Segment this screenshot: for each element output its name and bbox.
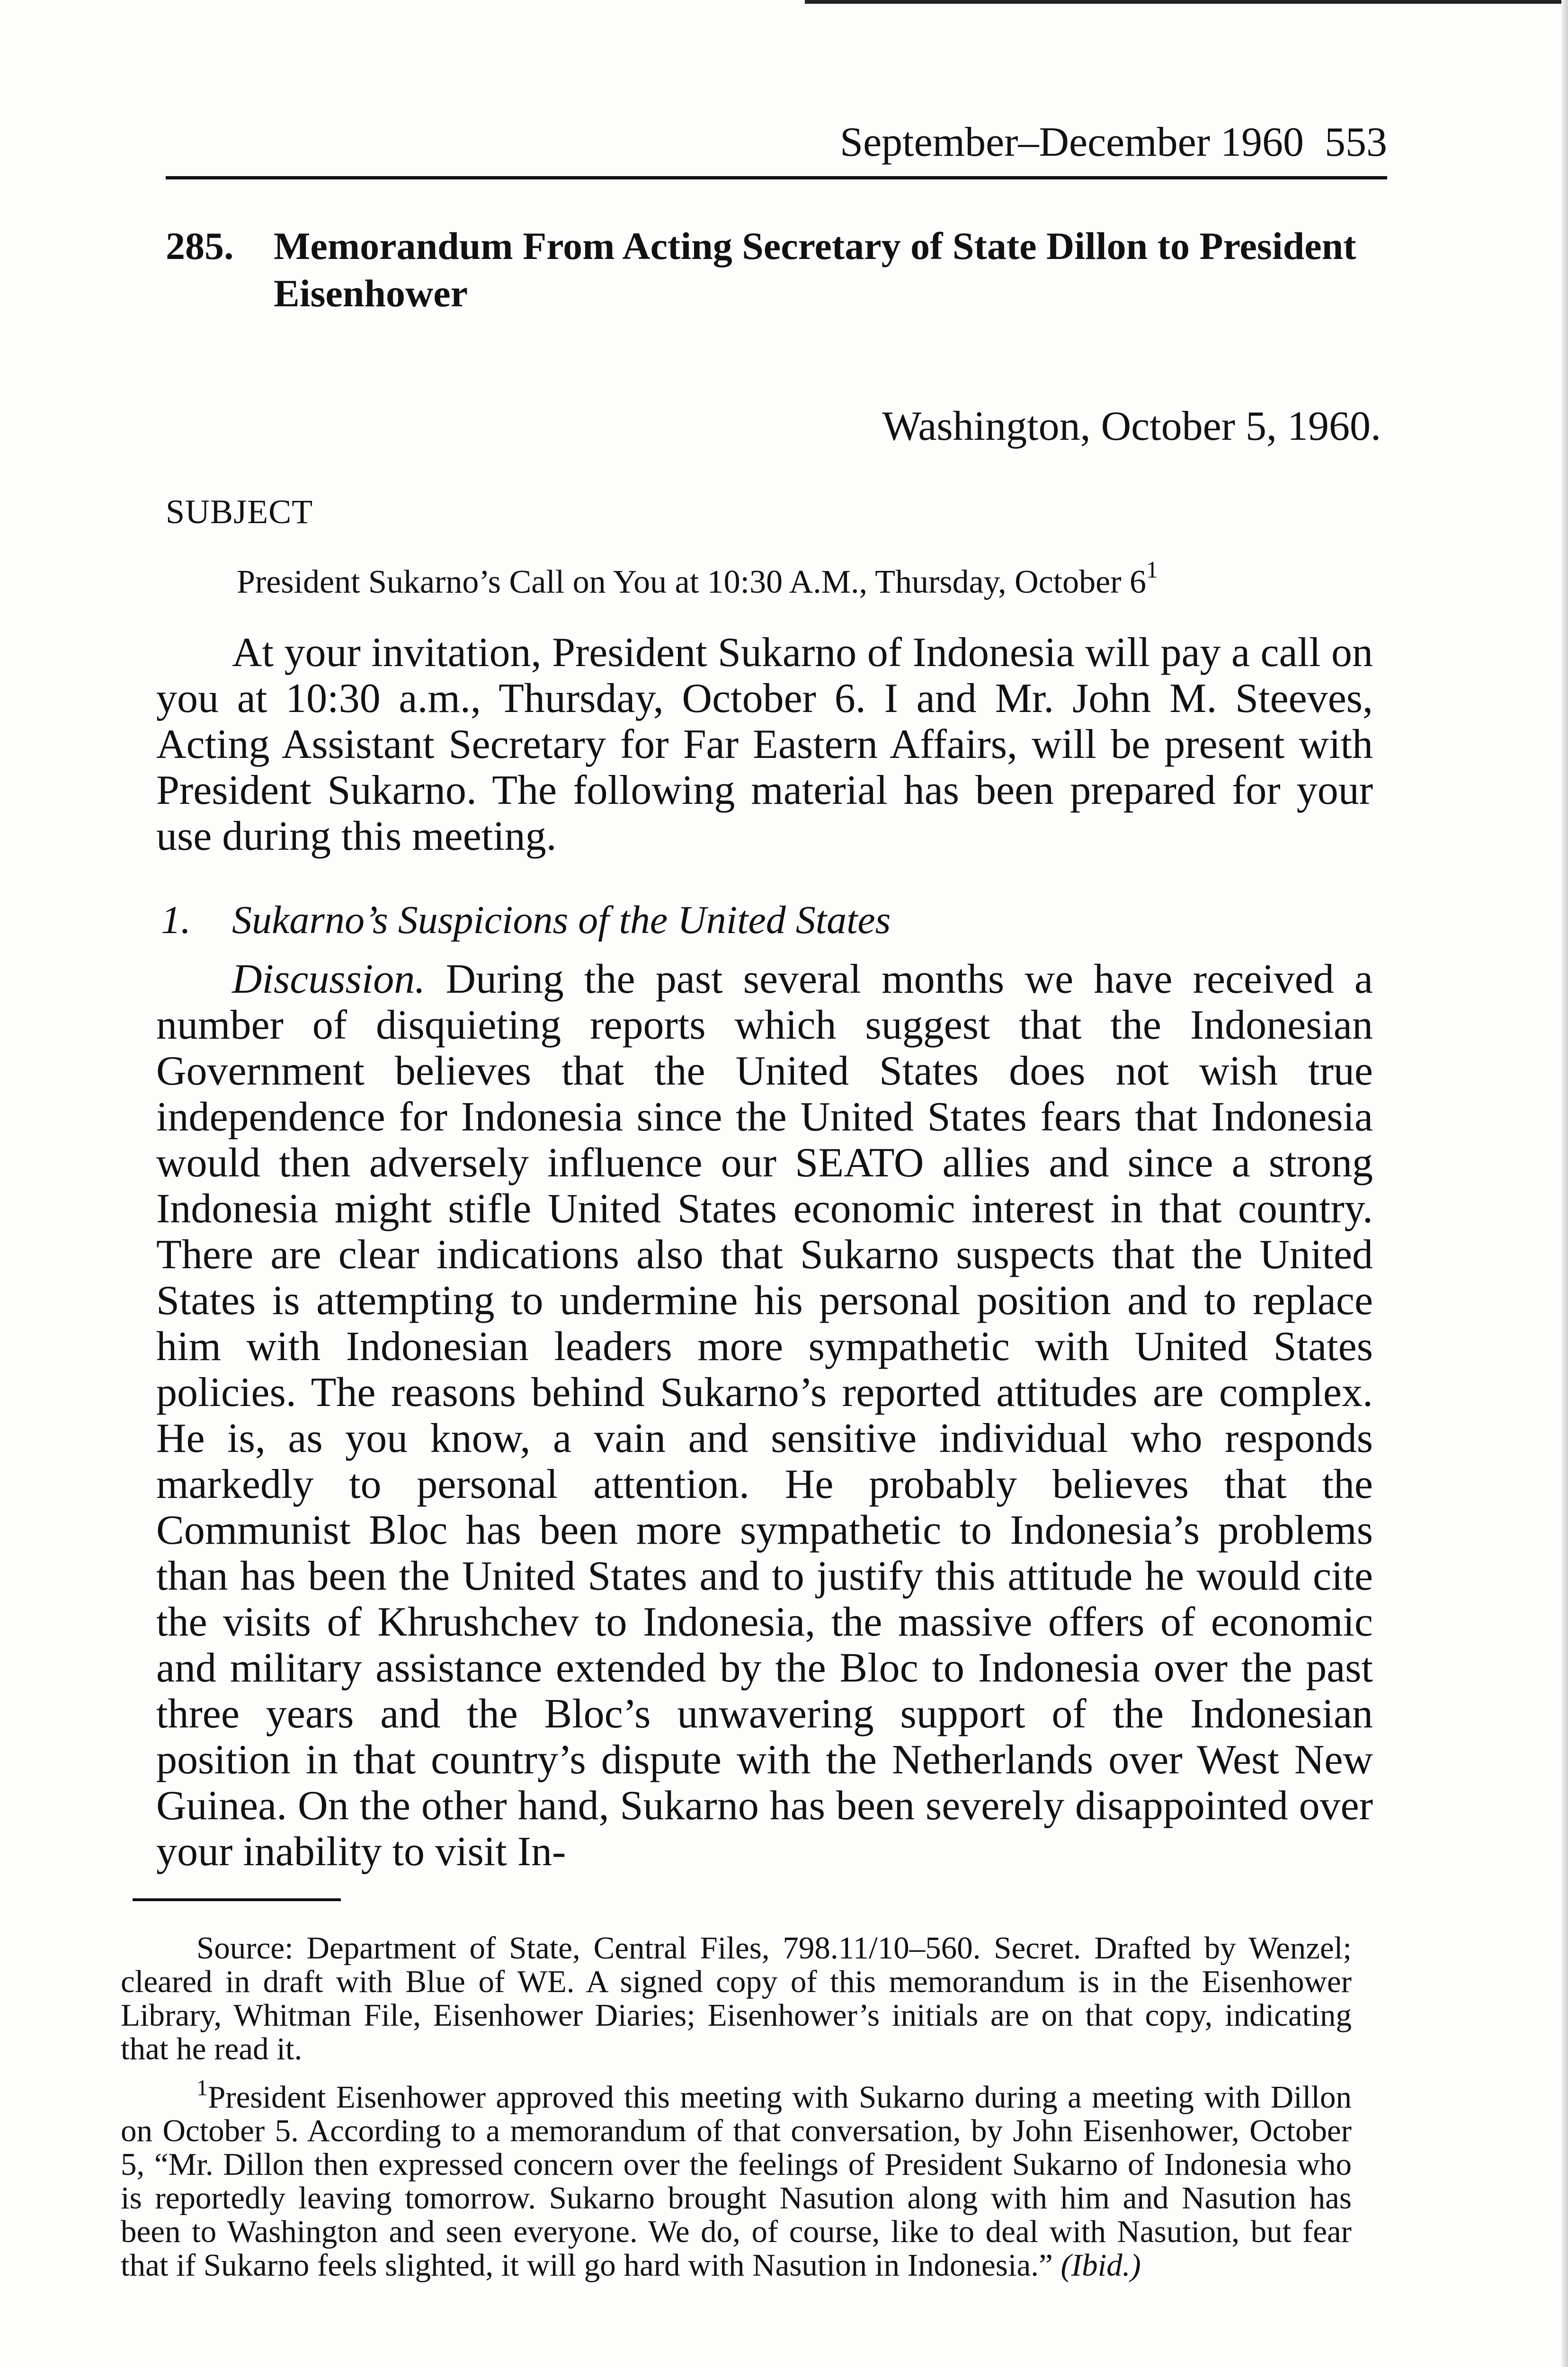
- running-head-date-range: September–December 1960: [840, 119, 1304, 165]
- running-head: [166, 118, 1387, 170]
- source-note: Source: Department of State, Central Files, 798.11/10–560. Secret. Drafted by Wenzel; cleared in draft with Blue of WE. A signed copy of this memorandum is in the Eisenhower Library, Whitman File, Eisenhower Diaries; Eisenhower’s initials are on that copy, indicating that he read it.: [121, 1931, 1352, 2066]
- footnote-1-text: President Eisenhower approved this meeting with Sukarno during a meeting with Dillon on October 5. According to a memorandum of that conversation, by John Eisenhower, October 5, “Mr. Dillon then expressed concern over the feelings of President Sukarno of Indonesia who is reportedly leaving tomorrow. Sukarno brought Nasution along with him and Nasution has been to Washington and seen everyone. We do, of course, like to deal with Nasution, but fear that if Sukarno feels slighted, it will go hard with Nasution in Indonesia.”: [121, 2080, 1352, 2283]
- body-paragraph-2: [156, 956, 1373, 1875]
- section-number: 1.: [161, 898, 191, 942]
- discussion-text: During the past several months we have received a number of disquieting reports which suggest that the Indonesian Government believes that the United States does not wish true independence for Indonesia since the United States fears that Indonesia would then adversely influence our SEATO allies and since a strong Indonesia might stifle United States economic interest in that country. There are clear indications also that Sukarno suspects that the United States is attempting to undermine his personal position and to replace him with Indonesian leaders more sympathetic with United States policies. The reasons behind Sukarno’s reported attitudes are complex. He is, as you know, a vain and sensitive individual who responds markedly to personal attention. He probably believes that the Communist Bloc has been more sympathetic to Indonesia’s problems than has been the United States and to justify this attitude he would cite the visits of Khrushchev to Indonesia, the massive offers of economic and military assistance extended by the Bloc to Indonesia over the past three years and the Bloc’s unwavering support of the Indonesian position in that country’s dispute with the Netherlands over West New Guinea. On the other hand, Sukarno has been severely disappointed over your inability to visit In-: [156, 956, 1373, 1875]
- section-heading: [161, 897, 891, 943]
- document-number: 285.: [166, 224, 234, 267]
- section-title: Sukarno’s Suspicions of the United States: [232, 898, 891, 942]
- footnote-rule: [133, 1898, 341, 1901]
- footnote-1: [121, 2075, 1352, 2283]
- subject-line: [237, 556, 1158, 601]
- scan-edge-line: [805, 0, 1568, 4]
- discussion-lead: Discussion.: [232, 956, 426, 1002]
- body-paragraph-1: At your invitation, President Sukarno of Indonesia will pay a call on you at 10:30 a.m., Thursday, October 6. I and Mr. John M. Steeves, Acting Assistant Secretary for Far Eastern Affairs, will be present with President Sukarno. The following material has been prepared for your use during this meeting.: [156, 630, 1373, 859]
- footnote-1-ibid: (Ibid.): [1060, 2248, 1141, 2283]
- footnote-1-marker: 1: [196, 2075, 208, 2100]
- page-number: 553: [1325, 119, 1387, 165]
- subject-text: President Sukarno’s Call on You at 10:30 A.M., Thursday, October 6: [237, 564, 1147, 600]
- header-rule: [166, 176, 1387, 179]
- footnote-ref-1: 1: [1146, 556, 1158, 583]
- dateline: Washington, October 5, 1960.: [882, 403, 1381, 449]
- document-title: Memorandum From Acting Secretary of State Dillon to President Eisenhower: [274, 224, 1356, 315]
- running-head-text: [840, 118, 1387, 166]
- subject-label: SUBJECT: [166, 493, 313, 531]
- page-edge-shadow: [1561, 0, 1568, 2367]
